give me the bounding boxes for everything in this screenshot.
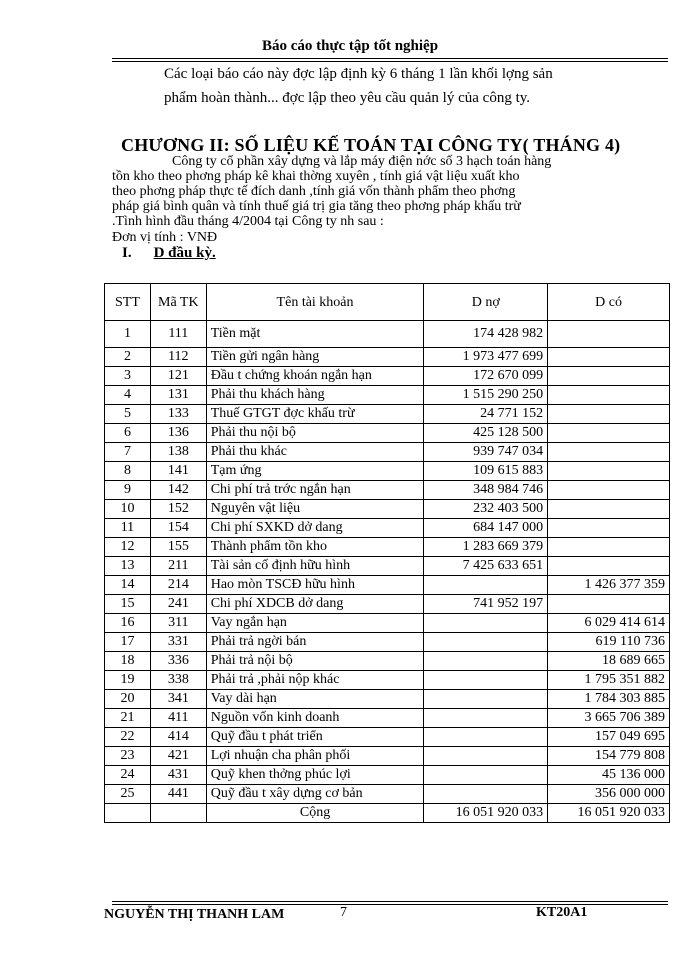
row-debit: 348 984 746 (424, 481, 548, 500)
footer-page-number: 7 (340, 905, 347, 920)
row-account-code: 121 (150, 367, 206, 386)
row-account-name: Quỹ đầu t xây dựng cơ bản (206, 785, 424, 804)
header-stt: STT (105, 284, 151, 321)
section-number: I. (122, 245, 132, 261)
table-row (105, 519, 670, 538)
row-account-name: Chi phí trả trớc ngắn hạn (206, 481, 424, 500)
row-account-name: Phải trả nội bộ (206, 652, 424, 671)
row-stt: 18 (105, 652, 151, 671)
row-stt: 3 (105, 367, 151, 386)
row-account-code: 155 (150, 538, 206, 557)
table-row (105, 690, 670, 709)
row-account-name: Chi phí XDCB dở dang (206, 595, 424, 614)
row-account-name: Phải trả ,phải nộp khác (206, 671, 424, 690)
row-credit (548, 321, 670, 348)
row-account-name: Phải trả ngời bán (206, 633, 424, 652)
row-account-name: Hao mòn TSCĐ hữu hình (206, 576, 424, 595)
row-credit: 154 779 808 (548, 747, 670, 766)
row-debit (424, 766, 548, 785)
row-debit (424, 652, 548, 671)
row-stt: 25 (105, 785, 151, 804)
row-stt: 20 (105, 690, 151, 709)
description-line-3: theo phơng pháp thực tế đích danh ,tính giá vốn thành phẩm theo phơng (112, 184, 516, 199)
row-stt: 10 (105, 500, 151, 519)
row-debit (424, 709, 548, 728)
row-account-code: 112 (150, 348, 206, 367)
row-credit (548, 462, 670, 481)
row-account-code: 441 (150, 785, 206, 804)
row-account-code: 211 (150, 557, 206, 576)
table-body (105, 321, 670, 804)
row-account-code: 111 (150, 321, 206, 348)
table-row (105, 538, 670, 557)
total-code (150, 804, 206, 823)
row-credit: 45 136 000 (548, 766, 670, 785)
footer-class-code: KT20A1 (536, 905, 588, 920)
table-row (105, 367, 670, 386)
row-debit: 939 747 034 (424, 443, 548, 462)
table-row (105, 500, 670, 519)
chapter-title: CHƯƠNG II: SỐ LIỆU KẾ TOÁN TẠI CÔNG TY( THÁNG 4) (121, 135, 621, 155)
row-stt: 2 (105, 348, 151, 367)
header-debit: D nợ (424, 284, 548, 321)
row-stt: 17 (105, 633, 151, 652)
row-account-code: 421 (150, 747, 206, 766)
row-account-code: 154 (150, 519, 206, 538)
table-row (105, 747, 670, 766)
row-credit (548, 519, 670, 538)
row-account-code: 331 (150, 633, 206, 652)
header-account-code: Mã TK (150, 284, 206, 321)
table-row (105, 557, 670, 576)
row-stt: 24 (105, 766, 151, 785)
row-stt: 14 (105, 576, 151, 595)
row-account-code: 414 (150, 728, 206, 747)
row-stt: 16 (105, 614, 151, 633)
row-stt: 22 (105, 728, 151, 747)
row-credit: 619 110 736 (548, 633, 670, 652)
row-account-code: 241 (150, 595, 206, 614)
row-credit (548, 405, 670, 424)
header-title: Báo cáo thực tập tốt nghiệp (261, 38, 439, 54)
row-credit (548, 443, 670, 462)
row-account-name: Nguyên vật liệu (206, 500, 424, 519)
table-row (105, 633, 670, 652)
row-account-name: Đầu t chứng khoán ngắn hạn (206, 367, 424, 386)
row-account-name: Lợi nhuận cha phân phối (206, 747, 424, 766)
table-row (105, 386, 670, 405)
row-account-code: 336 (150, 652, 206, 671)
row-account-code: 138 (150, 443, 206, 462)
row-account-code: 142 (150, 481, 206, 500)
row-debit (424, 785, 548, 804)
footer-author: NGUYỄN THỊ THANH LAM (104, 907, 285, 922)
row-stt: 8 (105, 462, 151, 481)
row-credit: 1 795 351 882 (548, 671, 670, 690)
table-row (105, 576, 670, 595)
table-header-row (105, 284, 670, 321)
table-row (105, 709, 670, 728)
row-credit: 1 426 377 359 (548, 576, 670, 595)
table-row (105, 443, 670, 462)
header-rule-bottom (112, 61, 668, 62)
row-account-name: Thành phẩm tồn kho (206, 538, 424, 557)
row-account-code: 214 (150, 576, 206, 595)
row-debit: 1 973 477 699 (424, 348, 548, 367)
row-debit: 109 615 883 (424, 462, 548, 481)
row-stt: 15 (105, 595, 151, 614)
row-stt: 12 (105, 538, 151, 557)
row-account-name: Vay dài hạn (206, 690, 424, 709)
row-stt: 6 (105, 424, 151, 443)
row-credit (548, 424, 670, 443)
row-stt: 11 (105, 519, 151, 538)
row-account-code: 141 (150, 462, 206, 481)
row-debit: 1 515 290 250 (424, 386, 548, 405)
table-total-row (105, 804, 670, 823)
row-credit (548, 386, 670, 405)
row-stt: 4 (105, 386, 151, 405)
intro-line-1: Các loại báo cáo này đợc lập định kỳ 6 tháng 1 lần khối lợng sản (164, 66, 553, 82)
table-row (105, 424, 670, 443)
row-account-code: 311 (150, 614, 206, 633)
row-debit: 425 128 500 (424, 424, 548, 443)
row-credit (548, 367, 670, 386)
table-row (105, 462, 670, 481)
total-credit: 16 051 920 033 (548, 804, 670, 823)
table-row (105, 728, 670, 747)
row-account-code: 338 (150, 671, 206, 690)
row-account-name: Tiền mặt (206, 321, 424, 348)
row-account-name: Phải thu nội bộ (206, 424, 424, 443)
row-account-name: Nguồn vốn kinh doanh (206, 709, 424, 728)
row-debit (424, 728, 548, 747)
row-debit (424, 576, 548, 595)
row-debit: 684 147 000 (424, 519, 548, 538)
row-debit (424, 671, 548, 690)
row-account-name: Vay ngắn hạn (206, 614, 424, 633)
row-account-code: 133 (150, 405, 206, 424)
row-account-code: 341 (150, 690, 206, 709)
row-account-code: 411 (150, 709, 206, 728)
row-debit: 172 670 099 (424, 367, 548, 386)
description-line-1: Công ty cổ phần xây dựng và lắp máy điện nớc số 3 hạch toán hàng (172, 154, 552, 169)
table-row (105, 671, 670, 690)
table-row (105, 785, 670, 804)
row-credit (548, 557, 670, 576)
opening-balance-table (104, 283, 670, 823)
row-stt: 1 (105, 321, 151, 348)
row-debit: 174 428 982 (424, 321, 548, 348)
row-account-name: Phải thu khách hàng (206, 386, 424, 405)
table-row (105, 321, 670, 348)
row-account-name: Tài sản cố định hữu hình (206, 557, 424, 576)
row-debit (424, 633, 548, 652)
row-account-code: 431 (150, 766, 206, 785)
row-credit (548, 538, 670, 557)
row-credit (548, 348, 670, 367)
row-stt: 5 (105, 405, 151, 424)
row-credit: 157 049 695 (548, 728, 670, 747)
row-debit: 24 771 152 (424, 405, 548, 424)
row-account-name: Tạm ứng (206, 462, 424, 481)
row-debit: 232 403 500 (424, 500, 548, 519)
table-row (105, 652, 670, 671)
table-row (105, 614, 670, 633)
row-credit: 356 000 000 (548, 785, 670, 804)
header-credit: D có (548, 284, 670, 321)
row-credit: 18 689 665 (548, 652, 670, 671)
row-debit: 1 283 669 379 (424, 538, 548, 557)
row-account-name: Tiền gửi ngân hàng (206, 348, 424, 367)
row-credit: 1 784 303 885 (548, 690, 670, 709)
row-account-code: 131 (150, 386, 206, 405)
description-line-5: .Tình hình đầu tháng 4/2004 tại Công ty nh sau : (112, 214, 384, 229)
row-account-name: Chi phí SXKD dở dang (206, 519, 424, 538)
intro-line-2: phẩm hoàn thành... đợc lập theo yêu cầu quản lý của công ty. (164, 90, 531, 106)
row-debit: 7 425 633 651 (424, 557, 548, 576)
row-account-code: 136 (150, 424, 206, 443)
row-debit (424, 614, 548, 633)
total-label: Cộng (206, 804, 424, 823)
row-credit (548, 595, 670, 614)
footer-rule-top (112, 901, 668, 902)
description-line-4: pháp giá bình quân và tính thuế giá trị gia tăng theo phơng pháp khấu trừ (112, 199, 521, 214)
row-stt: 21 (105, 709, 151, 728)
row-credit: 6 029 414 614 (548, 614, 670, 633)
total-stt (105, 804, 151, 823)
table-row (105, 766, 670, 785)
row-account-name: Thuế GTGT đợc khấu trừ (206, 405, 424, 424)
total-debit: 16 051 920 033 (424, 804, 548, 823)
currency-unit: Đơn vị tính : VNĐ (112, 230, 218, 245)
header-rule-top (112, 58, 668, 59)
header-account-name: Tên tài khoản (206, 284, 424, 321)
row-account-name: Quỹ khen thởng phúc lợi (206, 766, 424, 785)
row-credit (548, 500, 670, 519)
row-account-code: 152 (150, 500, 206, 519)
row-debit (424, 690, 548, 709)
row-stt: 13 (105, 557, 151, 576)
table-row (105, 481, 670, 500)
row-stt: 9 (105, 481, 151, 500)
section-heading (122, 245, 216, 262)
row-debit (424, 747, 548, 766)
row-debit: 741 952 197 (424, 595, 548, 614)
row-stt: 7 (105, 443, 151, 462)
row-credit (548, 481, 670, 500)
table-row (105, 405, 670, 424)
row-account-name: Phải thu khác (206, 443, 424, 462)
row-stt: 19 (105, 671, 151, 690)
section-title: D đầu kỳ. (153, 245, 216, 261)
row-stt: 23 (105, 747, 151, 766)
table-row (105, 595, 670, 614)
table-row (105, 348, 670, 367)
row-account-name: Quỹ đầu t phát triển (206, 728, 424, 747)
row-credit: 3 665 706 389 (548, 709, 670, 728)
description-line-2: tồn kho theo phơng pháp kê khai thờng xuyên , tính giá vật liệu xuất kho (112, 169, 520, 184)
